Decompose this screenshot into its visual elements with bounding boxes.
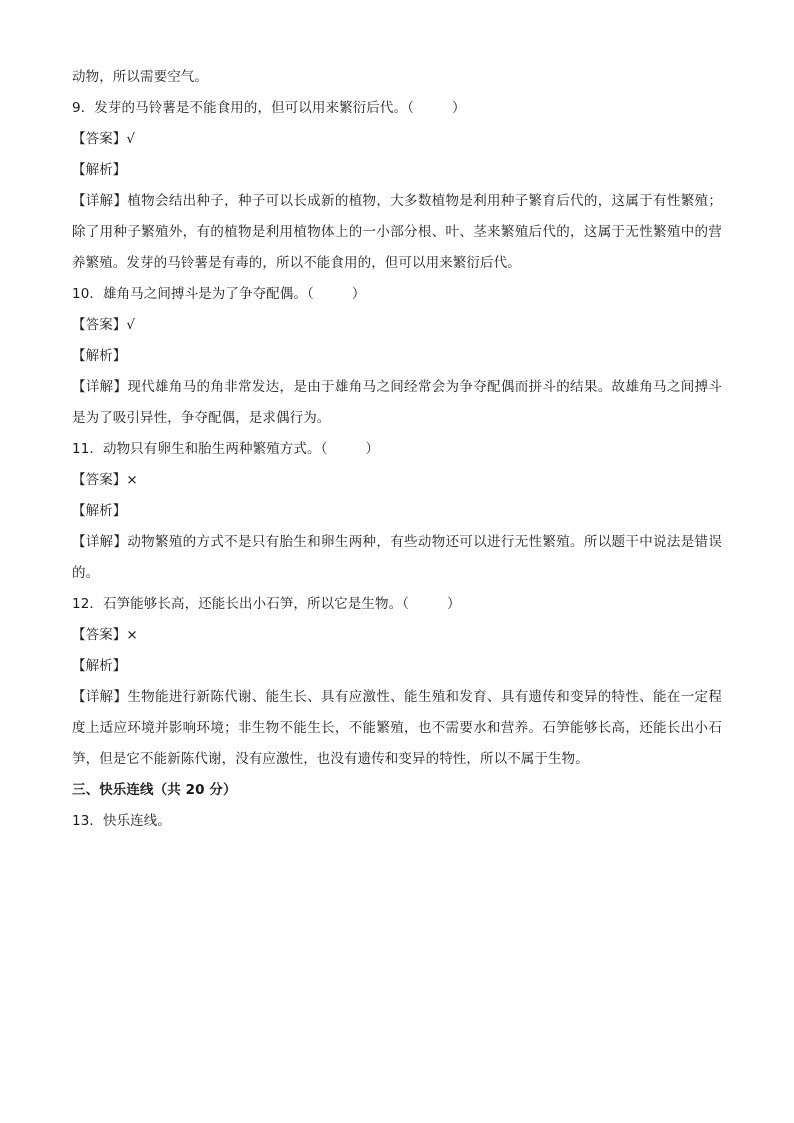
question-10: 10．雄角马之间搏斗是为了争夺配偶。（ ） <box>72 286 366 302</box>
answer-12 <box>72 620 722 651</box>
analysis-12: 【解析】 <box>72 658 127 674</box>
analysis-11: 【解析】 <box>72 503 127 519</box>
question-9: 9．发芽的马铃薯是不能食用的，但可以用来繁衍后代。（ ） <box>72 100 466 116</box>
detail-text: 动物繁殖的方式不是只有胎生和卵生两种，有些动物还可以进行无性繁殖。所以题干中说法是错误的。 <box>72 534 722 581</box>
analysis-10: 【解析】 <box>72 348 127 364</box>
answer-value: √ <box>126 131 136 147</box>
analysis-9: 【解析】 <box>72 162 127 178</box>
detail-tag: 【详解】 <box>72 193 128 209</box>
question-text: 11．动物只有卵生和胎生两种繁殖方式。（ <box>72 441 328 457</box>
answer-9 <box>72 124 722 155</box>
detail-tag: 【详解】 <box>72 689 128 705</box>
section-heading: 三、快乐连线（共 20 分） <box>72 782 237 798</box>
answer-tag: 【答案】 <box>72 472 127 488</box>
detail-9 <box>72 186 722 279</box>
detail-12 <box>72 682 722 775</box>
question-13: 13．快乐连线。 <box>72 813 171 829</box>
question-11: 11．动物只有卵生和胎生两种繁殖方式。（ ） <box>72 441 380 457</box>
detail-10 <box>72 372 722 434</box>
document-page <box>72 62 722 837</box>
answer-tag: 【答案】 <box>72 317 127 333</box>
answer-tag: 【答案】 <box>72 131 127 147</box>
answer-11 <box>72 465 722 496</box>
answer-10 <box>72 310 722 341</box>
question-text: 9．发芽的马铃薯是不能食用的，但可以用来繁衍后代。（ <box>72 100 414 116</box>
answer-value: × <box>126 472 138 488</box>
detail-text: 生物能进行新陈代谢、能生长、具有应激性、能生殖和发育、具有遗传和变异的特性、能在一定程度上适应环境并影响环境；非生物不能生长，不能繁殖，也不需要水和营养。石笋能够长高，还能长出小石笋，但是它不能新陈代谢，没有应激性，也没有遗传和变异的特性，所以不属于生物。 <box>72 689 722 767</box>
answer-value: × <box>126 627 138 643</box>
text-line: 动物，所以需要空气。 <box>72 69 208 85</box>
detail-tag: 【详解】 <box>72 379 128 395</box>
detail-11 <box>72 527 722 589</box>
question-text: 12．石笋能够长高，还能长出小石笋，所以它是生物。（ <box>72 596 410 612</box>
detail-text: 植物会结出种子，种子可以长成新的植物，大多数植物是利用种子繁育后代的，这属于有性繁殖；除了用种子繁殖外，有的植物是利用植物体上的一小部分根、叶、茎来繁殖后代的，这属于无性繁殖中的营养繁殖。发芽的马铃薯是有毒的，所以不能食用的，但可以用来繁衍后代。 <box>72 193 722 271</box>
answer-value: √ <box>126 317 136 333</box>
detail-text: 现代雄角马的角非常发达，是由于雄角马之间经常会为争夺配偶而拼斗的结果。故雄角马之间搏斗是为了吸引异性，争夺配偶，是求偶行为。 <box>72 379 722 426</box>
detail-tag: 【详解】 <box>72 534 128 550</box>
answer-tag: 【答案】 <box>72 627 127 643</box>
question-12: 12．石笋能够长高，还能长出小石笋，所以它是生物。（ ） <box>72 596 461 612</box>
question-text: 10．雄角马之间搏斗是为了争夺配偶。（ <box>72 286 314 302</box>
